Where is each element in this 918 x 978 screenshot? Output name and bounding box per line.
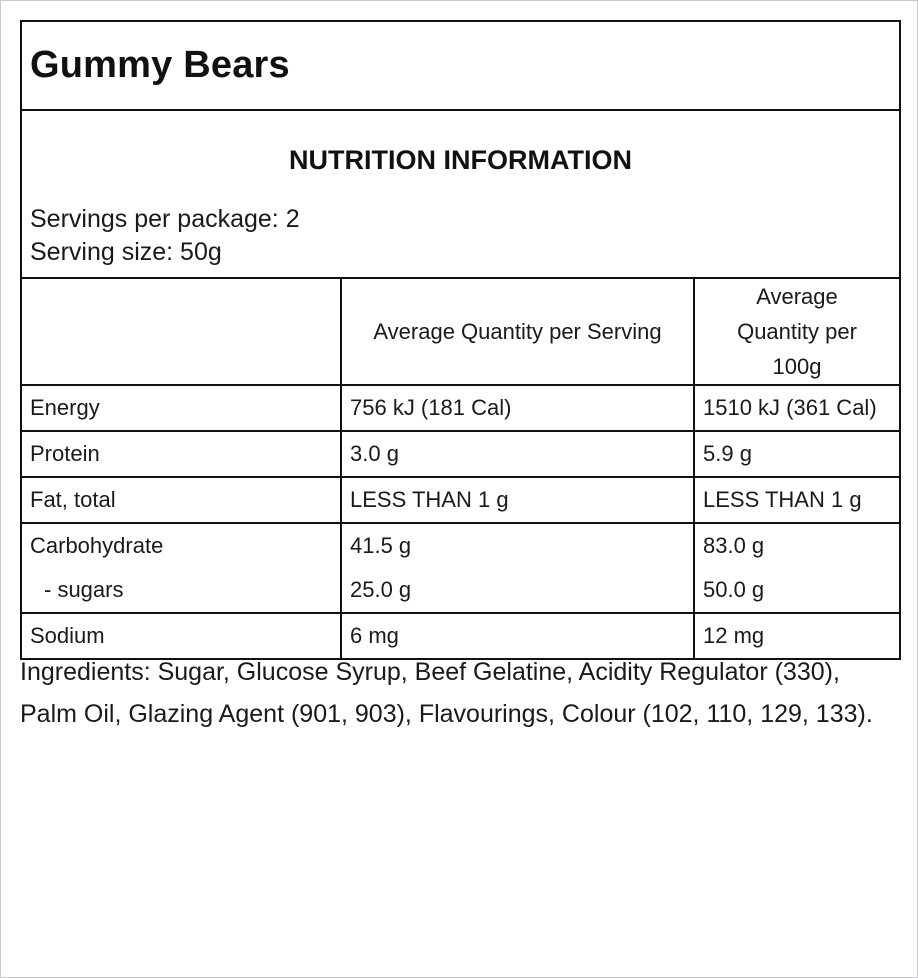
product-title: Gummy Bears (30, 44, 290, 86)
per-serving-cell (341, 523, 694, 613)
nutrient-name: Energy (22, 385, 341, 431)
table-row (22, 385, 899, 431)
table-header-row (22, 279, 899, 385)
serving-info-section (22, 111, 899, 279)
nutrient-name: Carbohydrate (30, 533, 164, 558)
per-serving-value: LESS THAN 1 g (341, 477, 694, 523)
sub-nutrient-name: - sugars (44, 577, 124, 602)
per-serving-value: 25.0 g (350, 577, 412, 602)
per-serving-value: 41.5 g (350, 533, 412, 558)
header-cell-per-100g: Average Quantity per 100g (694, 279, 899, 385)
table-row (22, 523, 899, 613)
servings-per-package: Servings per package: 2 (30, 205, 300, 233)
table-row (22, 431, 899, 477)
nutrition-table (22, 279, 899, 658)
per-100g-value: 1510 kJ (361 Cal) (694, 385, 899, 431)
per-serving-value: 6 mg (341, 613, 694, 658)
per-100g-value: 5.9 g (694, 431, 899, 477)
nutrition-label (20, 20, 901, 660)
nutrient-name-cell (22, 523, 341, 613)
per-100g-value: LESS THAN 1 g (694, 477, 899, 523)
header-cell-nutrient (22, 279, 341, 385)
per-100g-cell (694, 523, 899, 613)
nutrient-name: Sodium (22, 613, 341, 658)
nutrition-heading: NUTRITION INFORMATION (289, 145, 632, 175)
per-100g-value: 12 mg (694, 613, 899, 658)
title-section (22, 22, 899, 111)
nutrient-name: Fat, total (22, 477, 341, 523)
serving-details (30, 203, 300, 269)
table-row (22, 477, 899, 523)
ingredients-text: Ingredients: Sugar, Glucose Syrup, Beef Gelatine, Acidity Regulator (330), Palm Oil, Glazing Agent (901, 903), Flavourings, Colour (102, 110, 129, 133). (20, 658, 873, 728)
per-serving-value: 756 kJ (181 Cal) (341, 385, 694, 431)
per-serving-value: 3.0 g (341, 431, 694, 477)
per-100g-value: 83.0 g (703, 533, 765, 558)
serving-size: Serving size: 50g (30, 238, 222, 266)
nutrient-name: Protein (22, 431, 341, 477)
per-100g-value: 50.0 g (703, 577, 765, 602)
header-cell-per-serving: Average Quantity per Serving (341, 279, 694, 385)
